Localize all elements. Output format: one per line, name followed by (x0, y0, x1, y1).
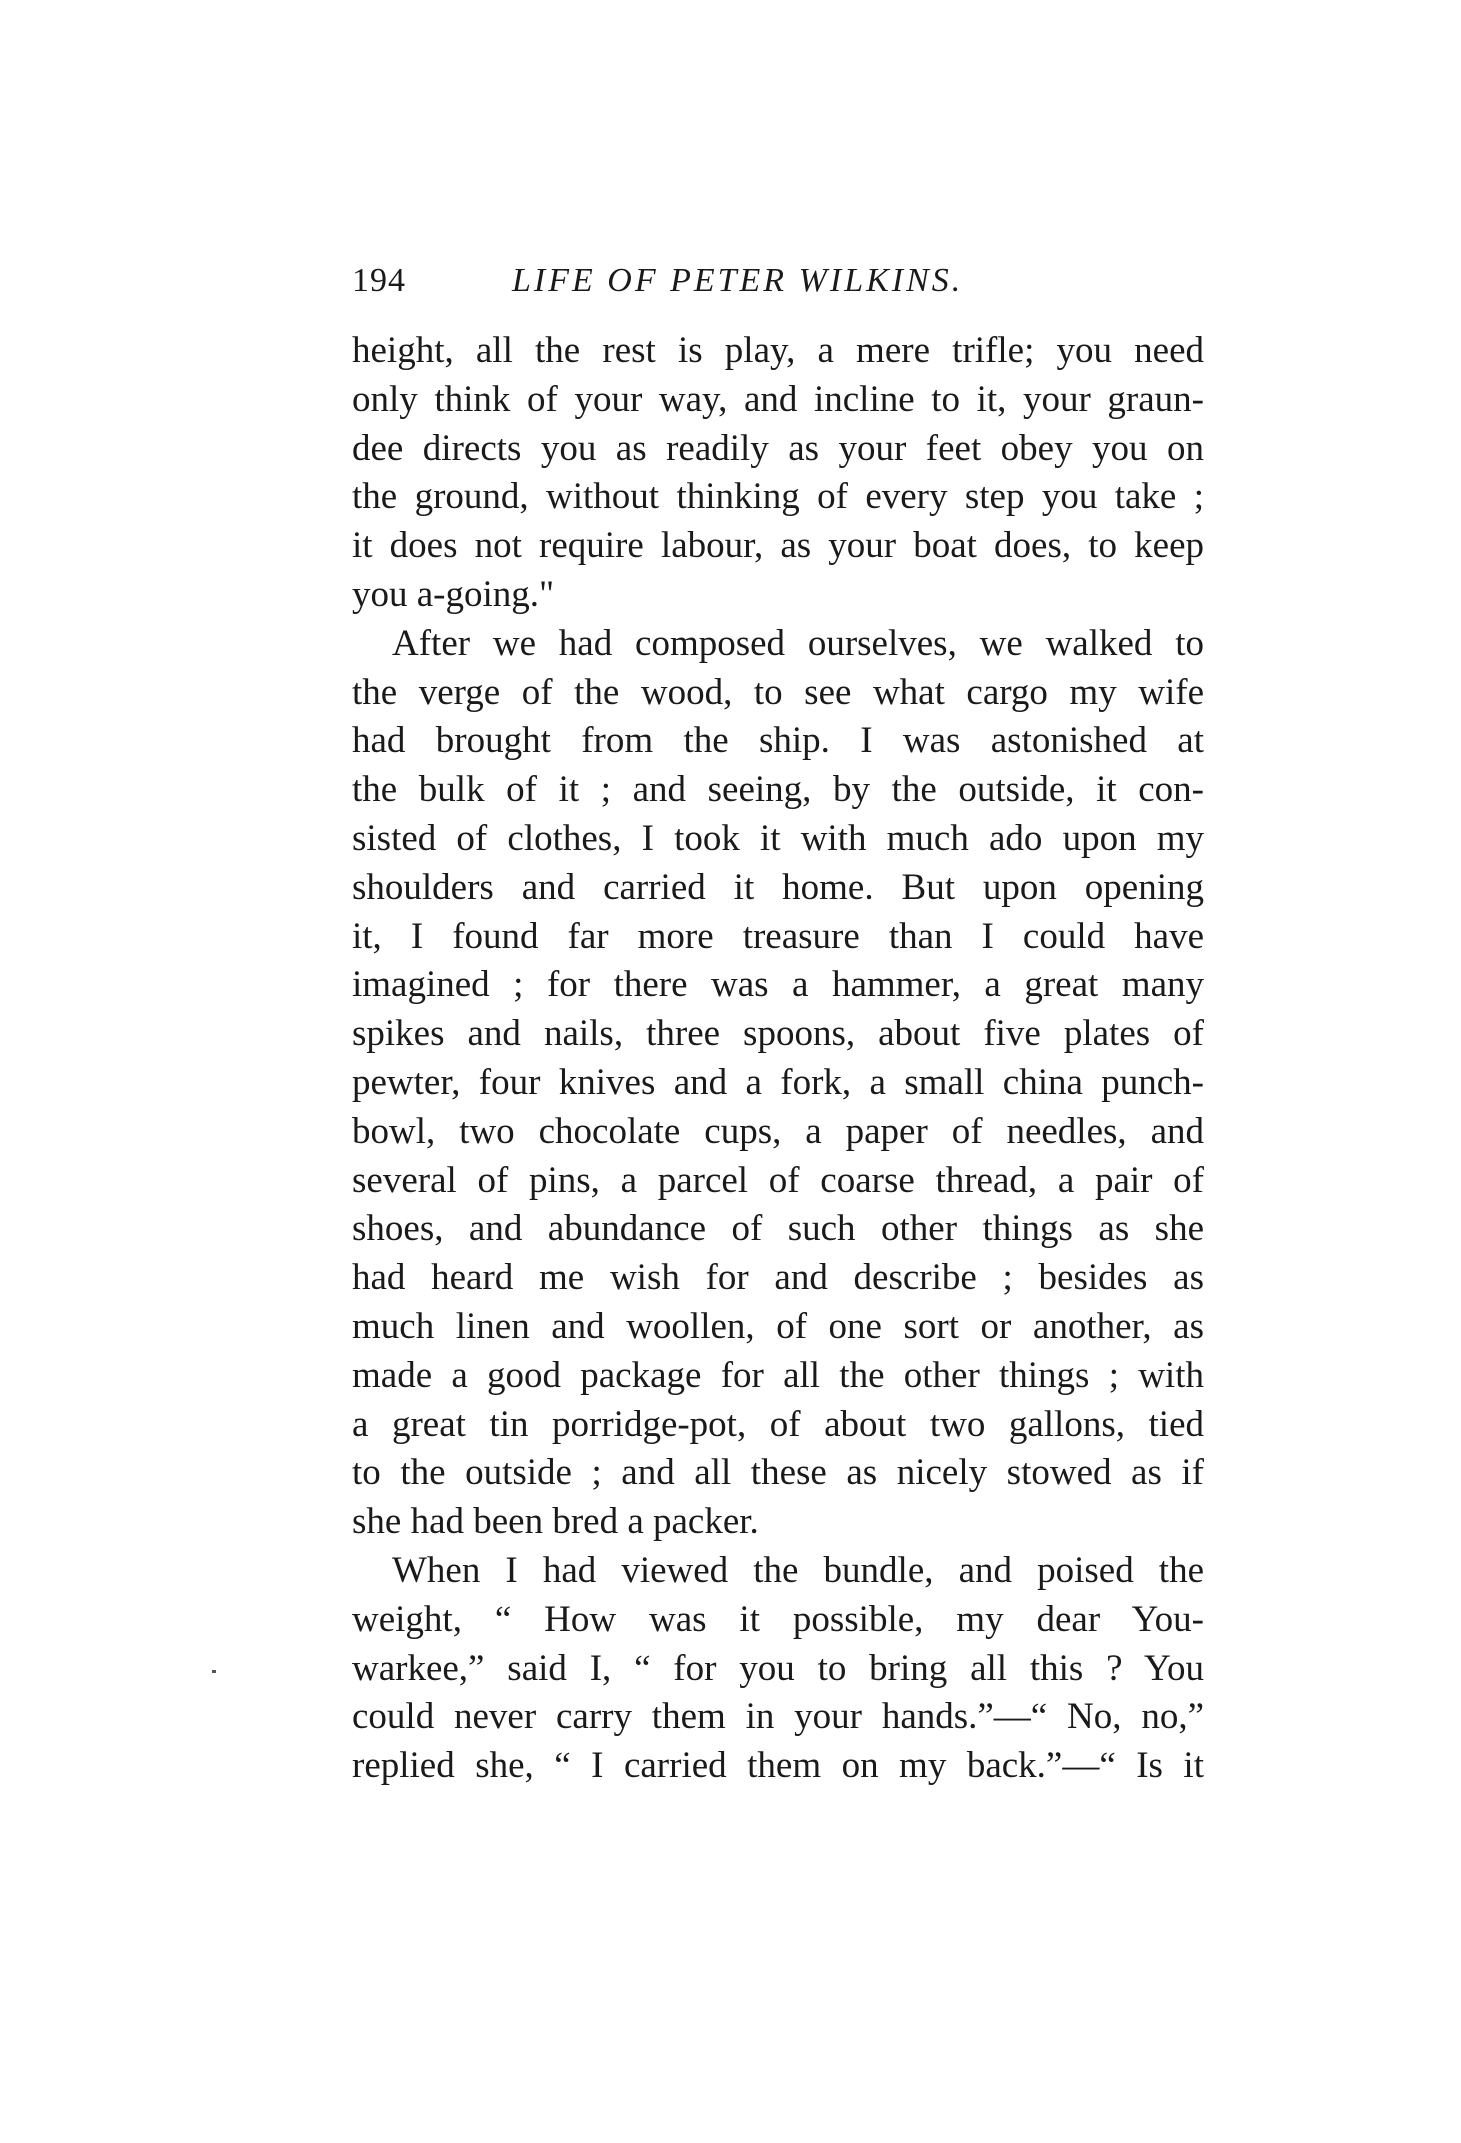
text-line: When I had viewed the bundle, and poised the (392, 1549, 1204, 1591)
text-line: weight, “ How was it possible, my dear You- (352, 1598, 1204, 1640)
text-line: it does not require labour, as your boat does, to keep (352, 525, 1204, 567)
body-text (352, 327, 1204, 1791)
text-line: dee directs you as readily as your feet obey you on (352, 427, 1204, 469)
text-line: you a-going." (352, 573, 555, 615)
margin-speck (212, 1670, 216, 1673)
text-line: it, I found far more treasure than I could have (352, 915, 1204, 957)
text-line: spikes and nails, three spoons, about five plates of (352, 1013, 1204, 1055)
text-line: replied she, “ I carried them on my back.”—“ Is it (352, 1745, 1204, 1787)
running-head (352, 262, 1204, 312)
text-line: several of pins, a parcel of coarse thread, a pair of (352, 1159, 1204, 1201)
page-number: 194 (352, 262, 406, 299)
text-line: After we had composed ourselves, we walked to (392, 622, 1204, 664)
text-line: the bulk of it ; and seeing, by the outside, it con- (352, 769, 1204, 811)
text-line: had heard me wish for and describe ; besides as (352, 1257, 1204, 1299)
text-line: much linen and woollen, of one sort or another, as (352, 1305, 1204, 1347)
text-line: she had been bred a packer. (352, 1501, 759, 1543)
text-line: a great tin porridge-pot, of about two gallons, tied (352, 1403, 1204, 1445)
text-line: had brought from the ship. I was astonished at (352, 720, 1204, 762)
running-title: LIFE OF PETER WILKINS. (512, 262, 964, 299)
text-line: made a good package for all the other things ; with (352, 1354, 1204, 1396)
text-line: could never carry them in your hands.”—“ No, no,” (352, 1696, 1204, 1738)
text-line: pewter, four knives and a fork, a small china punch- (352, 1061, 1204, 1103)
text-line: imagined ; for there was a hammer, a great many (352, 964, 1204, 1006)
text-line: shoulders and carried it home. But upon opening (352, 866, 1204, 908)
text-line: the ground, without thinking of every step you take ; (352, 476, 1204, 518)
text-line: the verge of the wood, to see what cargo my wife (352, 671, 1204, 713)
text-line: shoes, and abundance of such other things as she (352, 1208, 1204, 1250)
text-line: warkee,” said I, “ for you to bring all this ? You (352, 1647, 1204, 1689)
text-line: only think of your way, and incline to it, your graun- (352, 378, 1204, 420)
text-line: height, all the rest is play, a mere trifle; you need (352, 330, 1204, 371)
text-line: bowl, two chocolate cups, a paper of needles, and (352, 1110, 1204, 1152)
text-line: sisted of clothes, I took it with much ado upon my (352, 817, 1204, 859)
text-line: to the outside ; and all these as nicely stowed as if (352, 1452, 1204, 1494)
